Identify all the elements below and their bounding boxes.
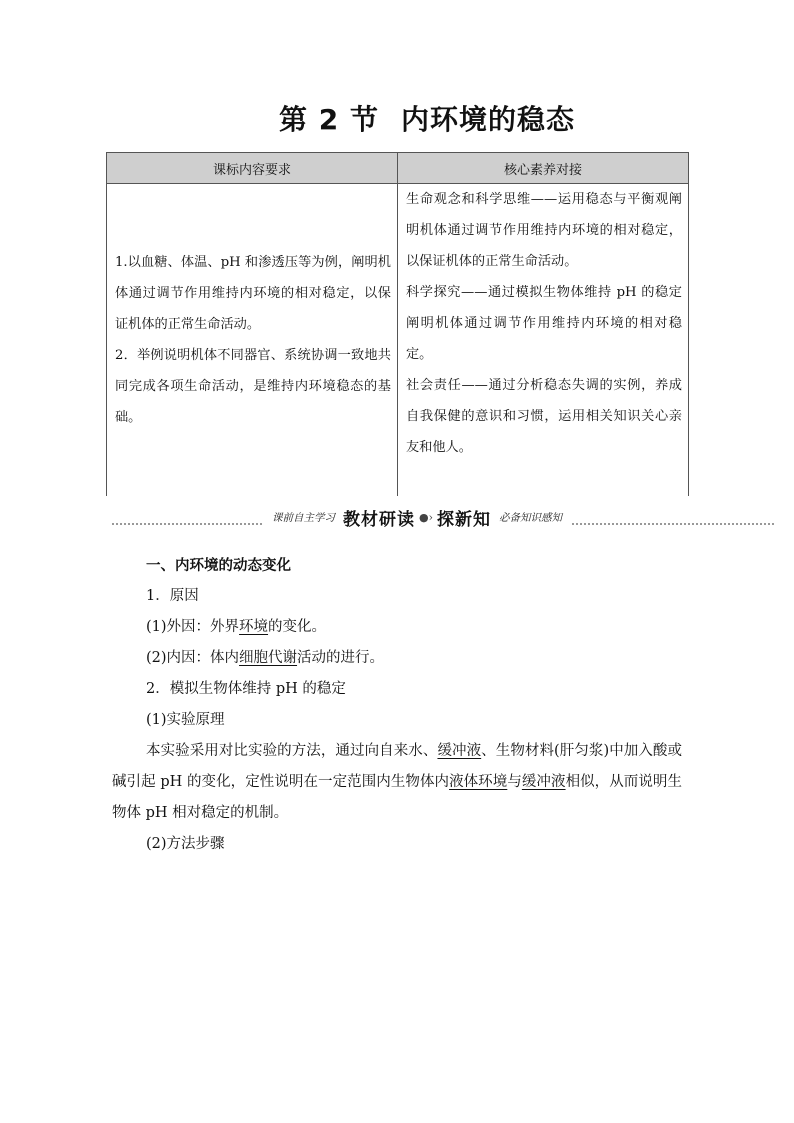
- external-cause: (1)外因：外界环境的变化。: [146, 619, 327, 635]
- requirement-1: 1.以血糖、体温、pH 和渗透压等为例，阐明机体通过调节作用维持内环境的相对稳定，以保证机体的正常生命活动。: [115, 255, 391, 332]
- double-arrow-icon: ●›: [419, 510, 433, 524]
- blank-buffer-2: 缓冲液: [521, 774, 566, 790]
- internal-cause: (2)内因：体内细胞代谢活动的进行。: [146, 650, 385, 666]
- header-core-literacy: 核心素养对接: [398, 153, 689, 184]
- main-content: [112, 550, 682, 860]
- heading-principle: (1)实验原理: [146, 712, 225, 728]
- literacy-cell: [398, 184, 689, 497]
- blank-liquid-environment: 液体环境: [449, 774, 508, 790]
- banner-main-2: 探新知: [437, 509, 491, 530]
- literacy-1: 生命观念和科学思维——运用稳态与平衡观阐明机体通过调节作用维持内环境的相对稳定，以保证机体的正常生命活动。: [406, 192, 682, 269]
- section-banner: [112, 505, 774, 529]
- banner-main-1: 教材研读: [343, 509, 415, 530]
- literacy-3: 社会责任——通过分析稳态失调的实例，养成自我保健的意识和习惯，运用相关知识关心亲友和他人。: [406, 378, 682, 455]
- heading-ph-simulation: 2．模拟生物体维持 pH 的稳定: [146, 681, 346, 697]
- literacy-2: 科学探究——通过模拟生物体维持 pH 的稳定阐明机体通过调节作用维持内环境的相对稳定。: [406, 285, 682, 362]
- requirement-2: 2．举例说明机体不同器官、系统协调一致地共同完成各项生命活动，是维持内环境稳态的基础。: [115, 348, 391, 425]
- header-curriculum-requirements: 课标内容要求: [107, 153, 398, 184]
- curriculum-table: [106, 152, 689, 496]
- table-body-row: [107, 184, 689, 497]
- blank-environment: 环境: [239, 619, 269, 635]
- page-title: [0, 98, 794, 138]
- heading-method: (2)方法步骤: [146, 836, 225, 852]
- heading-1: 一、内环境的动态变化: [146, 557, 291, 574]
- section-name: 内环境的稳态: [400, 103, 575, 136]
- banner-right-label: 必备知识感知: [499, 511, 562, 524]
- principle-paragraph: 本实验采用对比实验的方法，通过向自来水、缓冲液、生物材料(肝匀浆)中加入酸或碱引起 pH 的变化，定性说明在一定范围内生物体内液体环境与缓冲液相似，从而说明生物体 pH 相对稳定的机制。: [112, 743, 682, 821]
- requirements-cell: [107, 184, 398, 497]
- banner-left-label: 课前自主学习: [272, 511, 335, 524]
- blank-cell-metabolism: 细胞代谢: [239, 650, 298, 666]
- section-number: 第 2 节: [279, 103, 379, 136]
- table-header-row: [107, 153, 689, 184]
- blank-buffer-1: 缓冲液: [437, 743, 482, 759]
- heading-cause: 1．原因: [146, 588, 199, 604]
